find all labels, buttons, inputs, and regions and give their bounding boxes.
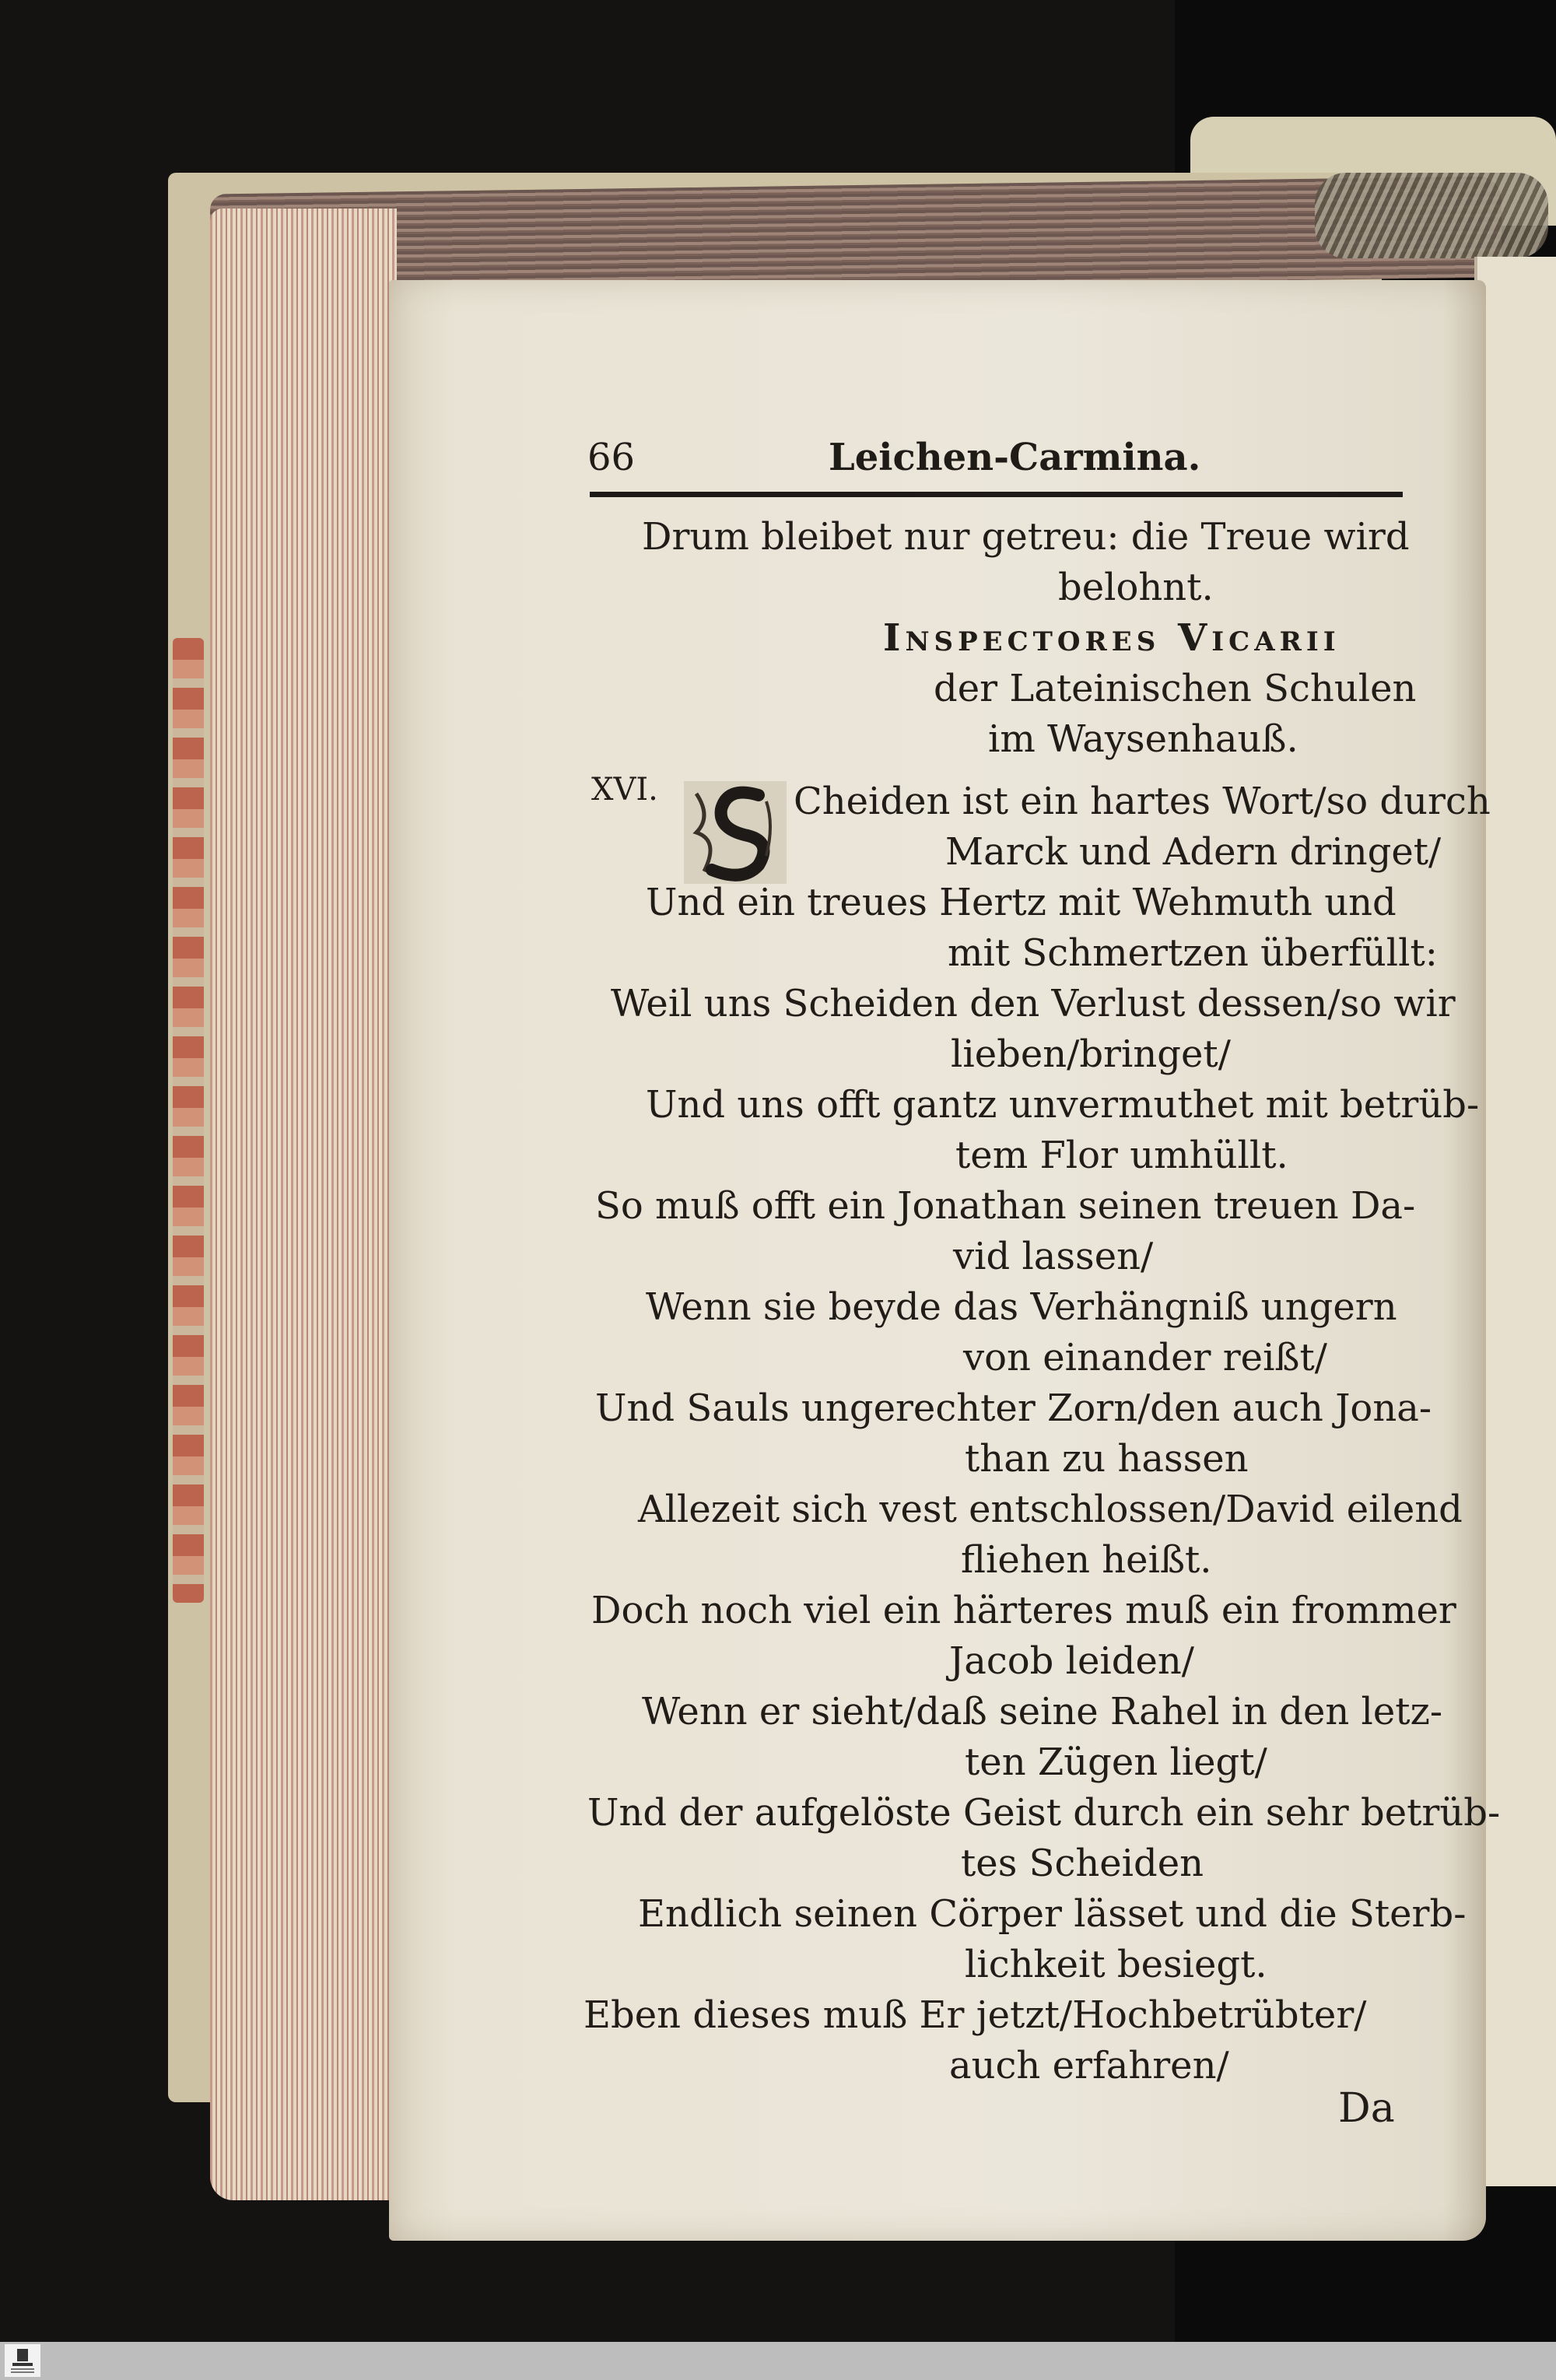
running-head: Leichen-Carmina. bbox=[829, 436, 1201, 479]
text-line: So muß offt ein Jonathan seinen treuen Da- bbox=[595, 1184, 1416, 1228]
library-logo-icon[interactable] bbox=[5, 2344, 40, 2377]
book-top-edge bbox=[210, 176, 1502, 295]
header-rule bbox=[590, 492, 1403, 497]
book-page bbox=[389, 280, 1501, 2241]
text-line: Und der aufgelöste Geist durch ein sehr betrüb- bbox=[587, 1791, 1501, 1835]
text-line: lieben/bringet/ bbox=[951, 1032, 1231, 1076]
text-line: Jacob leiden/ bbox=[949, 1639, 1194, 1683]
ornate-initial-s-icon bbox=[681, 778, 790, 887]
text-line: tes Scheiden bbox=[961, 1842, 1204, 1885]
text-line: belohnt. bbox=[1058, 566, 1214, 609]
text-line: auch erfahren/ bbox=[949, 2044, 1229, 2087]
section-heading: Inspectores Vicarii bbox=[883, 616, 1340, 660]
page-edges bbox=[210, 209, 397, 2200]
page-number: 66 bbox=[587, 436, 636, 479]
text-line: fliehen heißt. bbox=[961, 1538, 1212, 1582]
text-line: Weil uns Scheiden den Verlust dessen/so wir bbox=[611, 982, 1456, 1025]
text-line: lichkeit besiegt. bbox=[965, 1943, 1267, 1986]
text-line: Wenn sie beyde das Verhängniß ungern bbox=[646, 1285, 1397, 1329]
text-line: tem Flor umhüllt. bbox=[955, 1134, 1288, 1177]
text-line: der Lateinischen Schulen bbox=[934, 667, 1417, 710]
text-line: mit Schmertzen überfüllt: bbox=[948, 931, 1438, 975]
text-line: vid lassen/ bbox=[953, 1235, 1154, 1278]
text-line: von einander reißt/ bbox=[963, 1336, 1327, 1379]
headband bbox=[1315, 173, 1548, 258]
text-line: Cheiden ist ein hartes Wort/so durch bbox=[794, 780, 1491, 823]
page-header bbox=[587, 436, 1556, 498]
text-line: Marck und Adern dringet/ bbox=[945, 830, 1442, 874]
marbled-edge bbox=[173, 638, 204, 1603]
text-line: Und Sauls ungerechter Zorn/den auch Jona- bbox=[595, 1386, 1432, 1430]
text-line: Drum bleibet nur getreu: die Treue wird bbox=[642, 515, 1410, 559]
stanza-number: XVI. bbox=[591, 772, 658, 808]
text-line: Doch noch viel ein härteres muß ein frommer bbox=[591, 1589, 1456, 1632]
text-line: Allezeit sich vest entschlossen/David eilend bbox=[638, 1488, 1463, 1531]
text-line: Wenn er sieht/daß seine Rahel in den letz- bbox=[642, 1690, 1443, 1733]
text-line: Endlich seinen Cörper lässet und die Sterb- bbox=[638, 1892, 1467, 1936]
catchword: Da bbox=[1338, 2085, 1395, 2132]
text-line: im Waysenhauß. bbox=[988, 717, 1298, 761]
text-line: ten Zügen liegt/ bbox=[965, 1740, 1267, 1784]
viewer-footer-bar bbox=[0, 2342, 1556, 2380]
text-line: Und ein treues Hertz mit Wehmuth und bbox=[646, 881, 1397, 924]
text-line: Und uns offt gantz unvermuthet mit betrüb- bbox=[646, 1083, 1480, 1127]
text-line: than zu hassen bbox=[965, 1437, 1249, 1481]
text-line: Eben dieses muß Er jetzt/Hochbetrübter/ bbox=[584, 1993, 1367, 2037]
facing-page-edge bbox=[1474, 257, 1556, 2186]
